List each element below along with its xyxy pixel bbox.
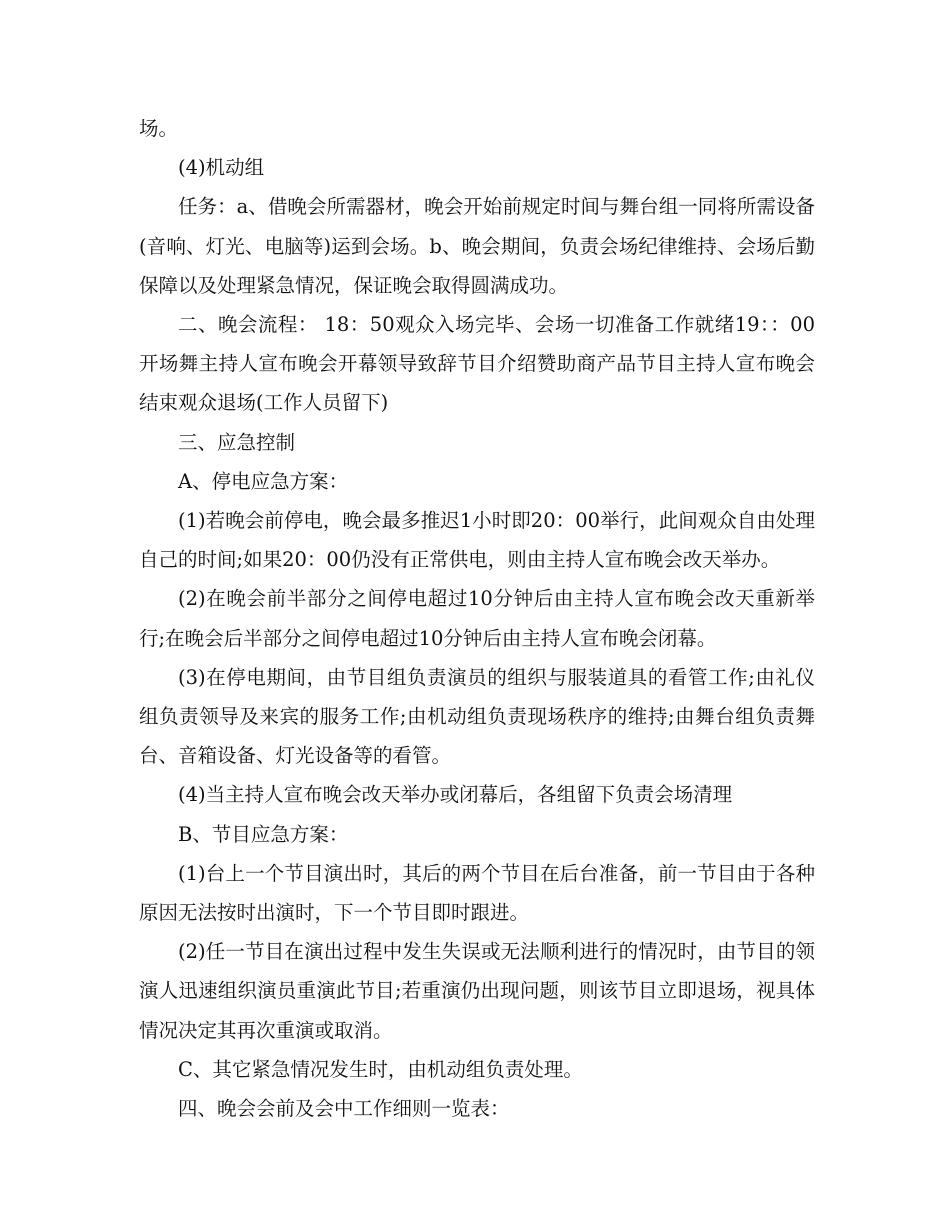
paragraph-0: 场。 bbox=[139, 117, 179, 140]
paragraph-4: 三、应急控制 bbox=[178, 430, 296, 454]
paragraph-1: (4)机动组 bbox=[178, 156, 265, 180]
paragraph-14: 四、晚会会前及会中工作细则一览表： bbox=[178, 1097, 510, 1121]
paragraph-12: (2)任一节目在演出过程中发生失误或无法顺利进行的情况时，由节目的领演人迅速组织演员重演此节目;若重演仍出现问题，则该节目立即退场，视具体情况决定其再次重演或取消。 bbox=[139, 940, 815, 1042]
paragraph-5: A、停电应急方案： bbox=[178, 469, 349, 493]
paragraph-7: (2)在晚会前半部分之间停电超过10分钟后由主持人宣布晚会改天重新举行;在晚会后半部分之间停电超过10分钟后由主持人宣布晚会闭幕。 bbox=[139, 587, 815, 650]
paragraph-3: 二、晚会流程： 18：50观众入场完毕、会场一切准备工作就绪19：：00开场舞主持人宣布晚会开幕领导致辞节目介绍赞助商产品节目主持人宣布晚会结束观众退场(工作人员留下) bbox=[139, 313, 815, 415]
paragraph-10: B、节目应急方案： bbox=[178, 822, 349, 846]
paragraph-8: (3)在停电期间，由节目组负责演员的组织与服装道具的看管工作;由礼仪组负责领导及来宾的服务工作;由机动组负责现场秩序的维持;由舞台组负责舞台、音箱设备、灯光设备等的看管。 bbox=[139, 665, 815, 768]
paragraph-9: (4)当主持人宣布晚会改天举办或闭幕后，各组留下负责会场清理 bbox=[178, 783, 733, 807]
document-body bbox=[139, 109, 815, 1128]
paragraph-13: C、其它紧急情况发生时，由机动组负责处理。 bbox=[178, 1057, 583, 1081]
paragraph-11: (1)台上一个节目演出时，其后的两个节目在后台准备，前一节目由于各种原因无法按时出演时，下一个节目即时跟进。 bbox=[139, 861, 815, 925]
paragraph-2: 任务：a、借晚会所需器材，晚会开始前规定时间与舞台组一同将所需设备(音响、灯光、电脑等)运到会场。b、晚会期间，负责会场纪律维持、会场后勤保障以及处理紧急情况，保证晚会取得圆满成功。 bbox=[139, 195, 815, 297]
paragraph-6: (1)若晚会前停电，晚会最多推迟1小时即20：00举行，此间观众自由处理自己的时间;如果20：00仍没有正常供电，则由主持人宣布晚会改天举办。 bbox=[139, 509, 815, 572]
